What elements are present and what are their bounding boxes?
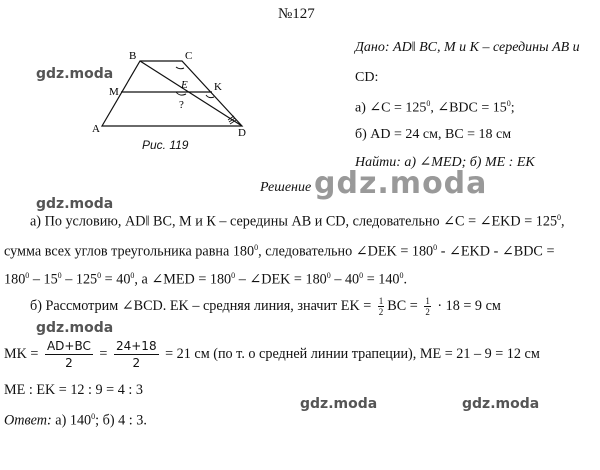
figure-caption: Рис. 119 bbox=[142, 138, 189, 152]
watermark-2: gdz.moda bbox=[36, 196, 114, 212]
given-line-4: б) AD = 24 см, BC = 18 см bbox=[355, 127, 512, 142]
label-question: ? bbox=[179, 99, 184, 111]
problem-number: №127 bbox=[278, 6, 315, 22]
label-b: B bbox=[129, 50, 137, 62]
fraction-ad-bc: $\frac{AD+BC}{2}$ bbox=[46, 339, 91, 370]
watermark-1: gdz.moda bbox=[36, 66, 114, 82]
solution-line-1: а) По условию, AD‖ BC, M и К – середины AB и CD, следовательно ∠C = ∠EKD = $125^0$, bbox=[30, 213, 565, 230]
angle-c-arc bbox=[176, 67, 184, 69]
watermark-large: gdz.moda bbox=[314, 166, 488, 201]
angle-k-arc bbox=[206, 95, 214, 98]
watermark-4: gdz.moda bbox=[36, 320, 114, 336]
solution-line-3: $180^0 - 15^0 - 125^0 = 40^0$, а ∠MED = $180^0$ – ∠DEK = $180^0 - 40^0 = 140^0$. bbox=[4, 271, 408, 288]
label-c: C bbox=[185, 50, 193, 62]
solution-line-2: сумма всех углов треугольника равна $180^0$, следовательно ∠DEK = $180^0$ - ∠EKD - ∠BDC = bbox=[4, 243, 555, 260]
label-d: D bbox=[238, 127, 246, 138]
fraction-one-half-a: $\frac{1}{2}$ bbox=[378, 296, 384, 317]
given-line-3: а) ∠C = $125^0$, ∠BDC = $15^0$; bbox=[355, 99, 515, 116]
solution-line-5: MK = $\frac{AD+BC}{2}$ = $\frac{24+18}{2}$ = 21 см (по т. о средней линии трапеции), ME = 21 – 9 = 12 см bbox=[4, 339, 540, 370]
fraction-one-half-b: $\frac{1}{2}$ bbox=[425, 296, 430, 317]
given-line-5: Найти: а) ∠MED; б) ME : EK bbox=[355, 155, 535, 170]
fraction-24-18: $\frac{24+18}{2}$ bbox=[115, 339, 157, 370]
solution-line-6: ME : EK = 12 : 9 = 4 : 3 bbox=[4, 382, 143, 398]
trapezoid-outline bbox=[102, 61, 242, 126]
solution-line-4: б) Рассмотрим ∠BCD. EK – средняя линия, значит EK = $\frac{1}{2}$ BC = $\frac{1}{2}$ · 18 = 9 см bbox=[30, 296, 501, 317]
watermark-5: gdz.moda bbox=[300, 396, 378, 412]
label-e: E bbox=[181, 79, 188, 91]
given-line-1: Дано: AD‖ BC, M и К – середины AB и bbox=[355, 40, 580, 55]
answer-line: Ответ: а) $140^0$; б) 4 : 3. bbox=[4, 412, 147, 429]
label-m: M bbox=[109, 86, 119, 98]
label-a: A bbox=[92, 123, 100, 135]
trapezoid-figure bbox=[88, 48, 263, 138]
label-k: K bbox=[214, 81, 222, 93]
solution-heading: Решение bbox=[260, 180, 312, 195]
watermark-6: gdz.moda bbox=[462, 396, 540, 412]
given-line-2: CD: bbox=[355, 70, 379, 85]
